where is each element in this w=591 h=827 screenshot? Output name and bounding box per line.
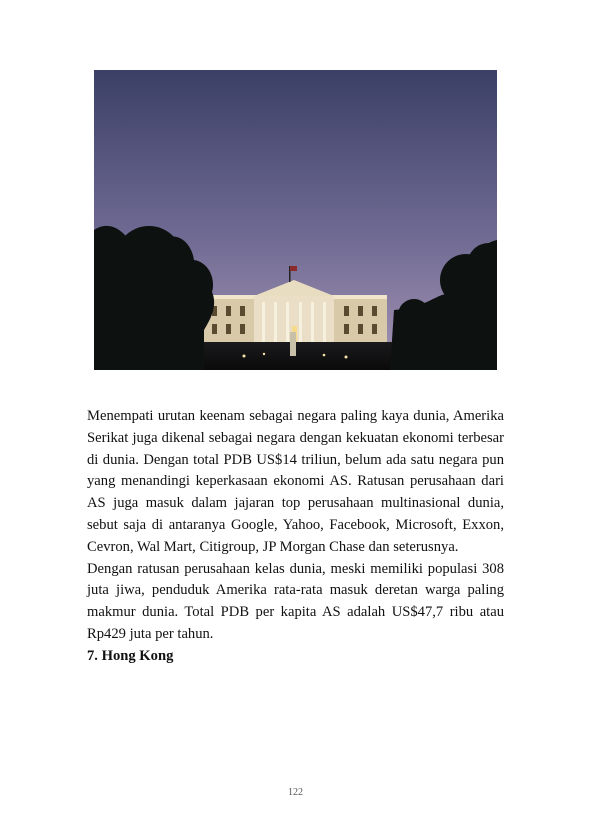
white-house-photo: [94, 70, 497, 370]
section-heading: 7. Hong Kong: [87, 647, 174, 664]
paragraph-1: Menempati urutan keenam sebagai negara paling kaya dunia, Amerika Serikat juga dikenal sebagai negara dengan kekuatan ekonomi terbesar di dunia. Dengan total PDB US$14 triliun, belum ada satu negara pun yang menandingi keperkasaan ekonomi AS. Ratusan perusahaan dari AS juga masuk dalam jajaran top perusahaan multinasional dunia, sebut saja di antaranya Google, Yahoo, Facebook, Microsoft, Exxon, Cevron, Wal Mart, Citigroup, JP Morgan Chase dan seterusnya.: [87, 408, 504, 555]
white-house-dusk-image: [94, 70, 497, 370]
paragraph-2: Dengan ratusan perusahaan kelas dunia, meski memiliki populasi 308 juta jiwa, penduduk Amerika rata-rata masuk deretan warga paling makmur dunia. Total PDB per kapita AS adalah US$47,7 ribu atau Rp429 juta per tahun.: [87, 560, 504, 642]
article-text: [87, 406, 504, 668]
page-number: 122: [288, 787, 303, 798]
